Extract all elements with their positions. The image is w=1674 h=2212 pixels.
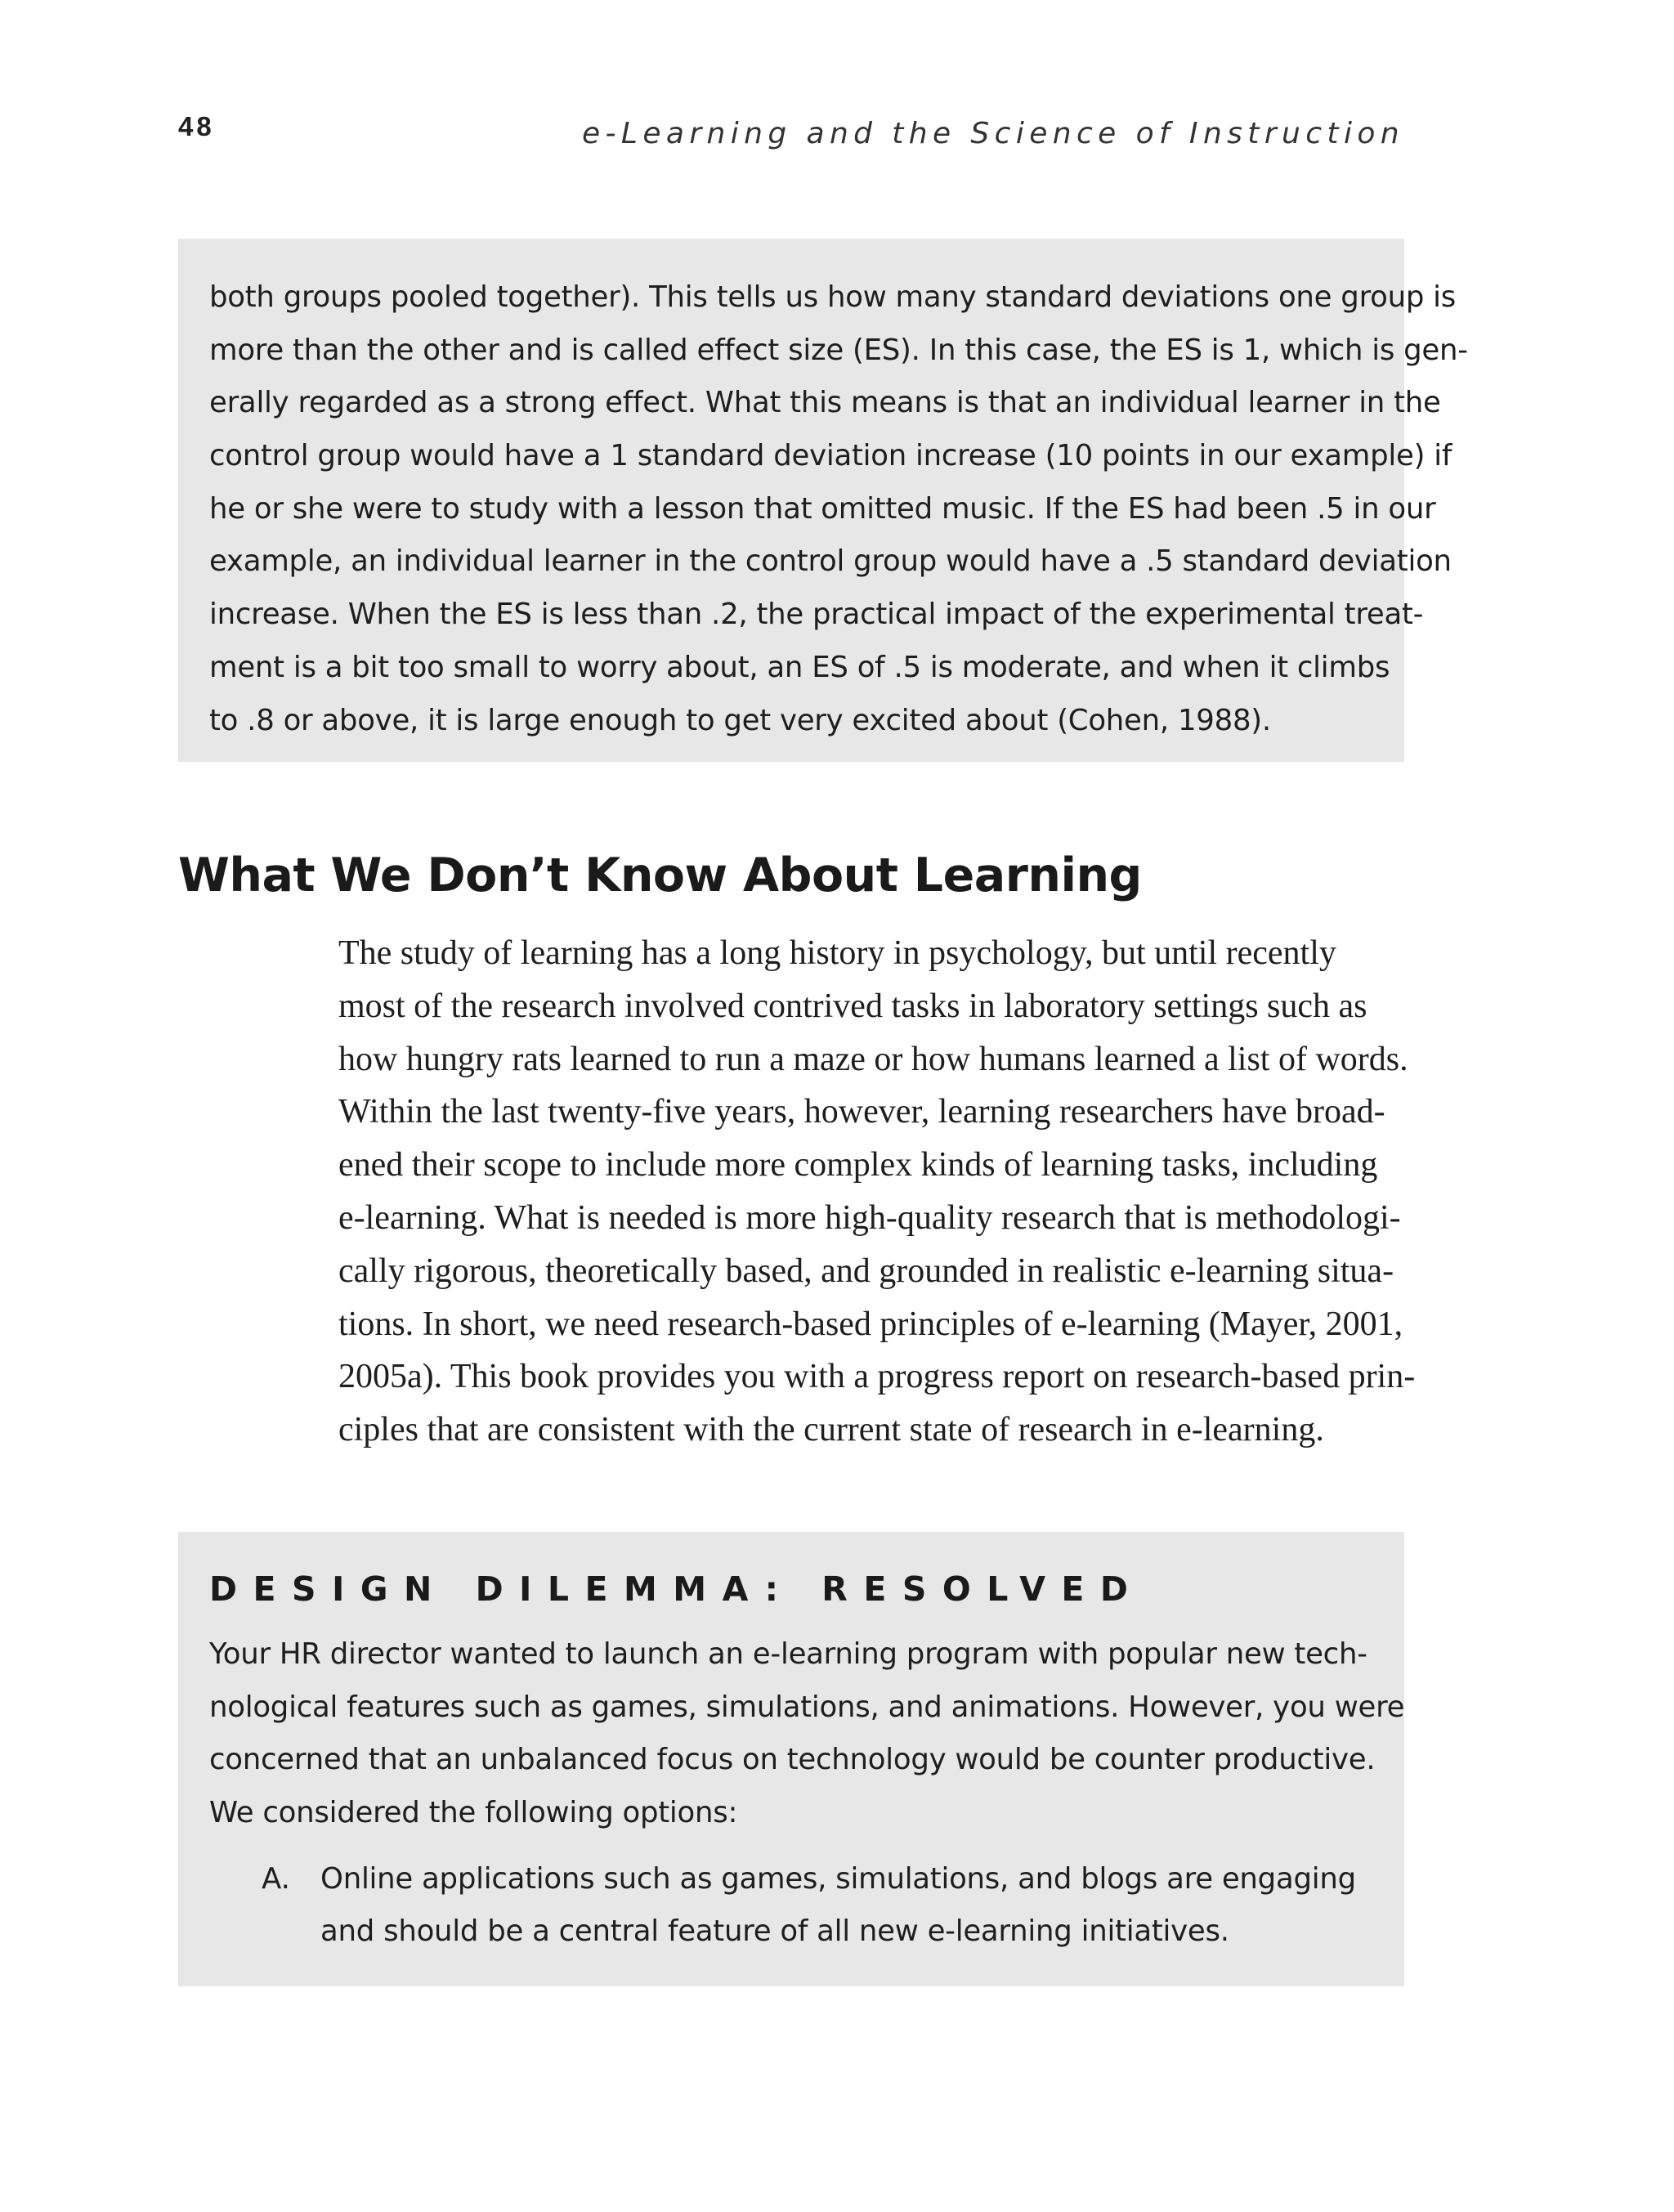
text-line: both groups pooled together). This tells us how many standard deviations one group is xyxy=(209,280,1457,314)
text-line: ciples that are consistent with the current state of research in e-learning. xyxy=(338,1411,1324,1449)
text-line: Within the last twenty-five years, however, learning researchers have broad- xyxy=(338,1093,1385,1131)
text-line: ened their scope to include more complex kinds of learning tasks, including xyxy=(338,1146,1378,1184)
text-line: e-learning. What is needed is more high-quality research that is methodologi- xyxy=(338,1198,1401,1237)
sidebar-box-effect-size xyxy=(178,239,1468,762)
option-text xyxy=(320,1853,1373,1959)
text-line: most of the research involved contrived tasks in laboratory settings such as xyxy=(338,987,1367,1025)
option-letter: A. xyxy=(262,1861,290,1896)
option-a xyxy=(209,1853,1373,1959)
text-line: how hungry rats learned to run a maze or how humans learned a list of words. xyxy=(338,1040,1408,1078)
text-line: more than the other and is called effect size (ES). In this case, the ES is 1, which is gen- xyxy=(209,333,1468,367)
text-line: control group would have a 1 standard deviation increase (10 points in our example) if xyxy=(209,439,1452,473)
text-line: and should be a central feature of all new e-learning initiatives. xyxy=(320,1914,1229,1949)
design-dilemma-box xyxy=(178,1532,1404,1986)
text-line: Your HR director wanted to launch an e-learning program with popular new tech- xyxy=(209,1637,1367,1671)
section-heading: What We Don’t Know About Learning xyxy=(178,849,1142,902)
text-line: example, an individual learner in the control group would have a .5 standard deviation xyxy=(209,544,1452,579)
text-line: to .8 or above, it is large enough to get very excited about (Cohen, 1988). xyxy=(209,703,1271,737)
text-line: The study of learning has a long history in psychology, but until recently xyxy=(338,934,1336,972)
section-body-paragraph xyxy=(338,927,1416,1457)
text-line: cally rigorous, theoretically based, and grounded in realistic e-learning situa- xyxy=(338,1252,1394,1290)
design-dilemma-heading: DESIGN DILEMMA: RESOLVED xyxy=(209,1569,1144,1609)
text-line: he or she were to study with a lesson that omitted music. If the ES had been .5 in our xyxy=(209,491,1436,526)
page-number: 48 xyxy=(178,111,215,141)
text-line: 2005a). This book provides you with a progress report on research-based prin- xyxy=(338,1358,1416,1396)
text-line: tions. In short, we need research-based principles of e-learning (Mayer, 2001, xyxy=(338,1305,1403,1343)
text-line: concerned that an unbalanced focus on technology would be counter productive. xyxy=(209,1743,1376,1777)
text-line: Online applications such as games, simulations, and blogs are engaging xyxy=(320,1861,1356,1896)
text-line: nological features such as games, simulations, and animations. However, you were xyxy=(209,1690,1405,1724)
text-line: ment is a bit too small to worry about, an ES of .5 is moderate, and when it climbs xyxy=(209,650,1390,684)
text-line: increase. When the ES is less than .2, the practical impact of the experimental treat- xyxy=(209,598,1424,632)
text-line: We considered the following options: xyxy=(209,1796,738,1830)
text-line: erally regarded as a strong effect. What this means is that an individual learner in the xyxy=(209,386,1441,420)
running-title: e-Learning and the Science of Instruction xyxy=(581,117,1404,150)
